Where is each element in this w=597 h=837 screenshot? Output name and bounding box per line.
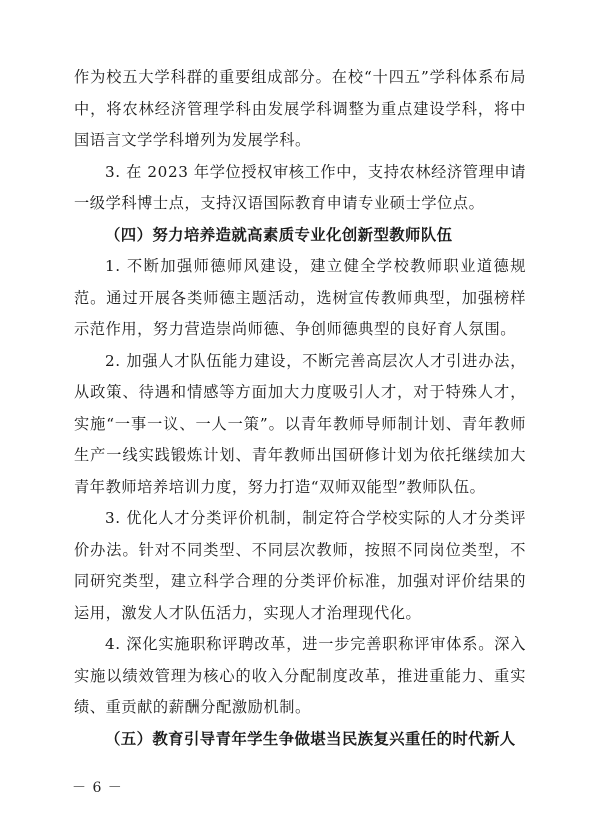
paragraph-talent-evaluation: 3. 优化人才分类评价机制，制定符合学校实际的人才分类评价办法。针对不同类型、不同层次教师，按照不同岗位类型，不同研究类型，建立科学合理的分类评价标准，加强对评价结果的运用，激发人才队伍活力，实现人才治理现代化。	[74, 509, 526, 622]
paragraph-degree-authorization: 3. 在 2023 年学位授权审核工作中，支持农林经济管理申请一级学科博士点，支持汉语国际教育申请专业硕士学位点。	[74, 162, 526, 212]
paragraph-title-reform: 4. 深化实施职称评聘改革，进一步完善职称评审体系。深入实施以绩效管理为核心的收入分配制度改革，推进重能力、重实绩、重贡献的薪酬分配激励机制。	[74, 635, 526, 716]
section-heading-students: （五）教育引导青年学生争做堪当民族复兴重任的时代新人	[105, 729, 516, 748]
section-heading-teachers: （四）努力培养造就高素质专业化创新型教师队伍	[105, 225, 453, 244]
document-body	[74, 62, 526, 755]
page-number: － 6 －	[72, 780, 123, 796]
paragraph-intro-continuation: 作为校五大学科群的重要组成部分。在校“十四五”学科体系布局中，将农林经济管理学科由发展学科调整为重点建设学科，将中国语言文学学科增列为发展学科。	[74, 68, 526, 149]
paragraph-talent-building: 2. 加强人才队伍能力建设，不断完善高层次人才引进办法，从政策、待遇和情感等方面加大力度吸引人才，对于特殊人才，实施“一事一议、一人一策”。以青年教师导师制计划、青年教师生产一线实践锻炼计划、青年教师出国研修计划为依托继续加大青年教师培养培训力度，努力打造“双师双能型”教师队伍。	[74, 351, 526, 496]
paragraph-teacher-ethics: 1. 不断加强师德师风建设，建立健全学校教师职业道德规范。通过开展各类师德主题活动，选树宣传教师典型，加强榜样示范作用，努力营造崇尚师德、争创师德典型的良好育人氛围。	[74, 257, 526, 338]
